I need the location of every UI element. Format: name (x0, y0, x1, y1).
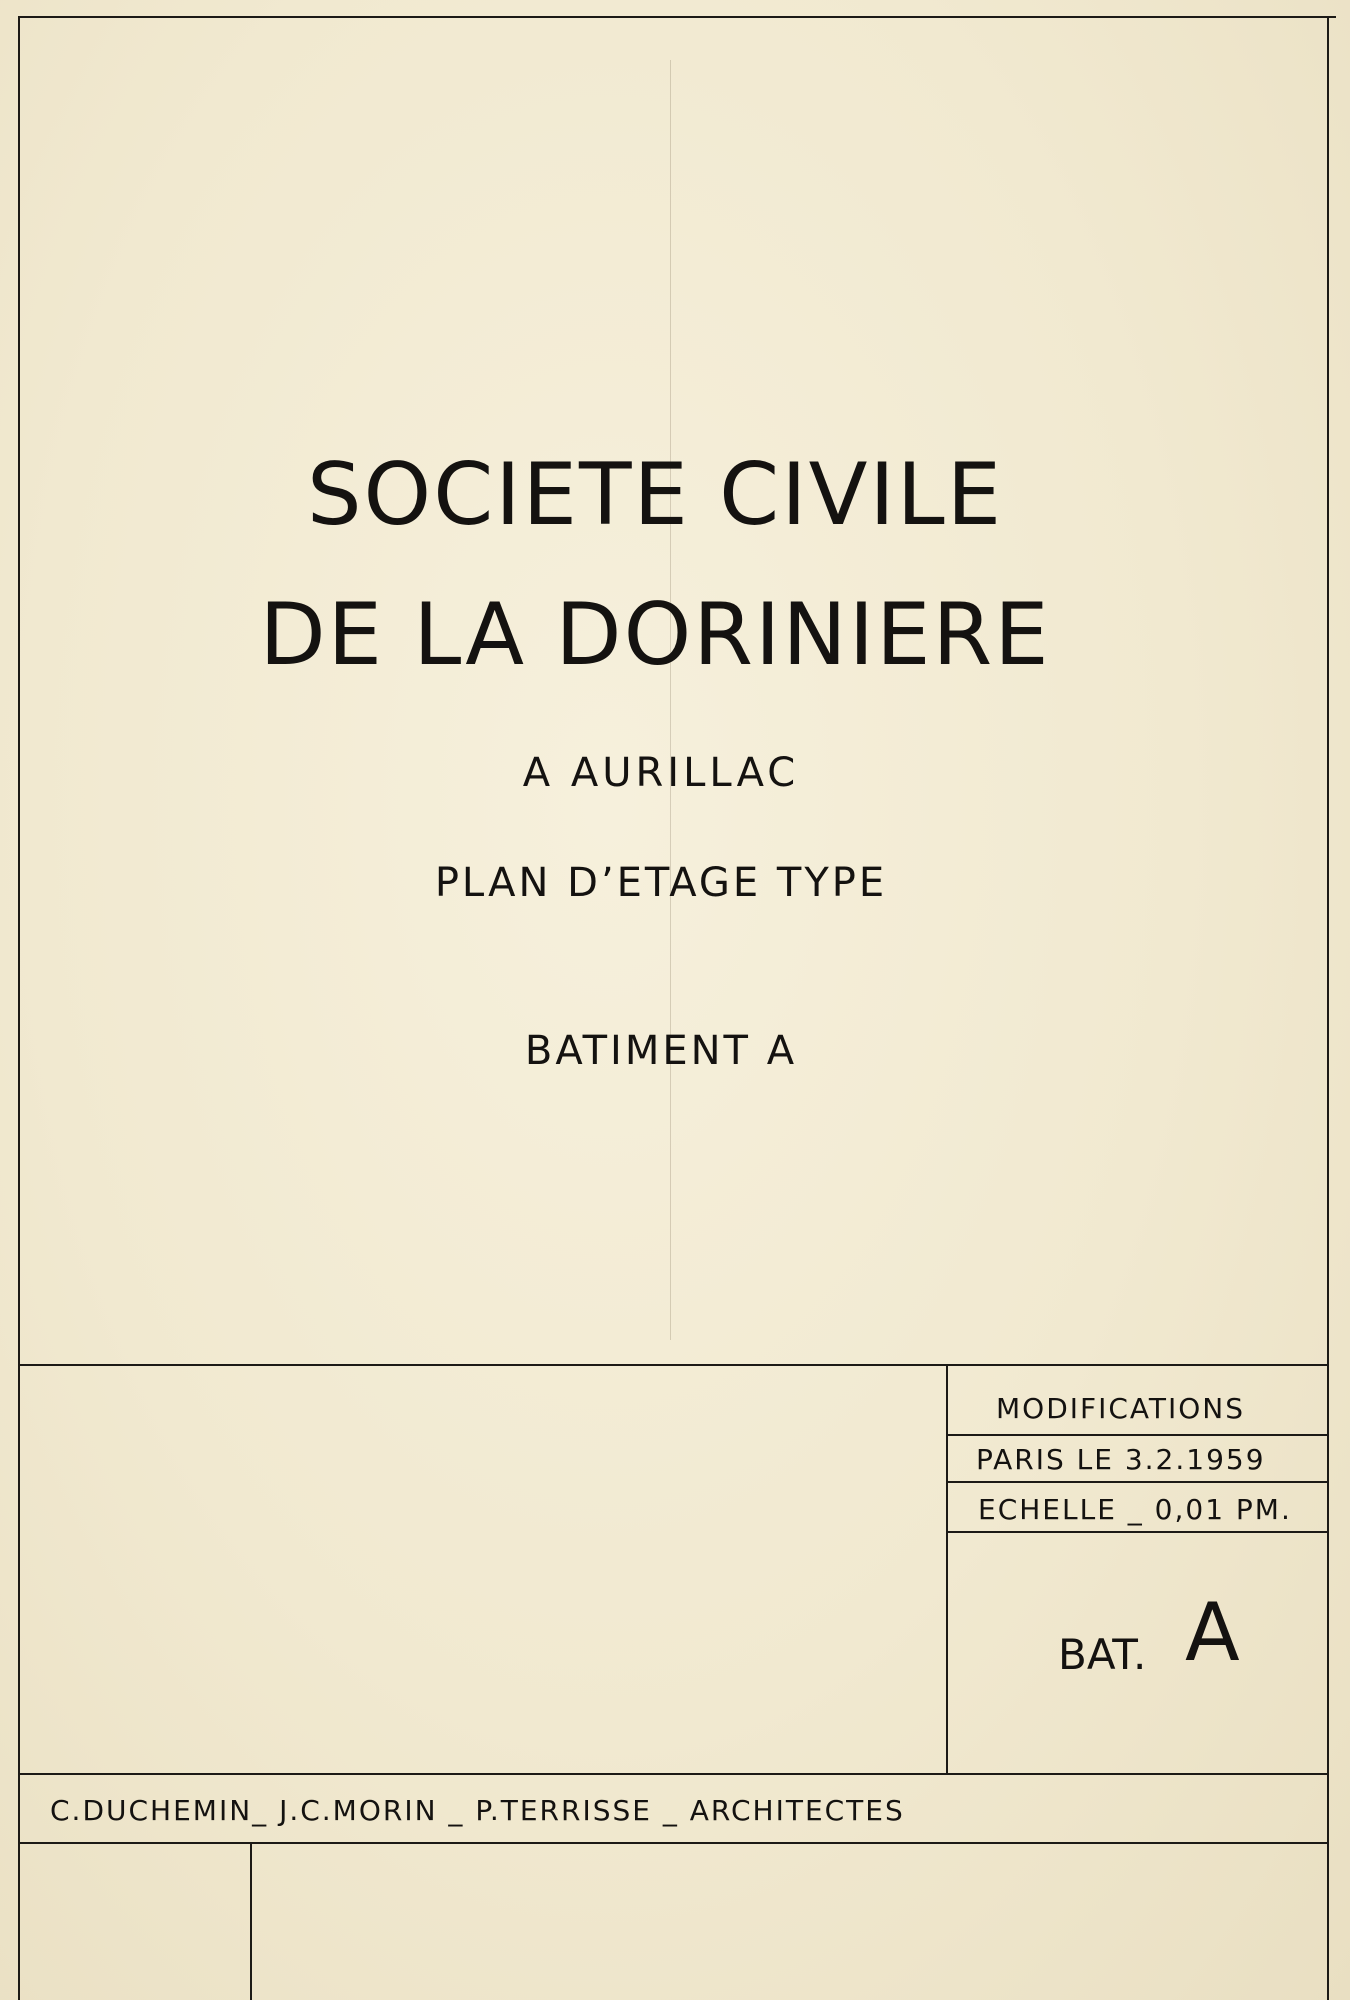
modifications-rule (946, 1434, 1329, 1436)
place-date-label: PARIS LE 3.2.1959 (976, 1443, 1266, 1476)
scale-rule (946, 1531, 1329, 1533)
fold-line (670, 60, 671, 1340)
location-line: A AURILLAC (522, 750, 800, 796)
title-line-1: SOCIETE CIVILE (306, 445, 1004, 545)
bat-letter: A (1185, 1586, 1240, 1679)
title-block-divider (946, 1364, 948, 1774)
date-rule (946, 1481, 1329, 1483)
title-line-2: DE LA DORINIERE (259, 585, 1051, 685)
architects-line: C.DUCHEMIN_ J.C.MORIN _ P.TERRISSE _ ARCHITECTES (50, 1794, 905, 1827)
title-block-top-rule (18, 1364, 1329, 1366)
modifications-label: MODIFICATIONS (996, 1392, 1246, 1425)
scale-label: ECHELLE _ 0,01 PM. (978, 1493, 1292, 1526)
architects-bottom-rule (18, 1842, 1329, 1844)
bottom-cell-divider (250, 1842, 252, 2000)
plan-line: PLAN D’ETAGE TYPE (434, 860, 888, 906)
border-right (1327, 16, 1329, 2000)
architects-top-rule (18, 1773, 1329, 1775)
border-left (18, 16, 20, 2000)
building-line: BATIMENT A (524, 1028, 798, 1074)
border-top (18, 16, 1336, 18)
bat-label: BAT. (1058, 1630, 1147, 1679)
